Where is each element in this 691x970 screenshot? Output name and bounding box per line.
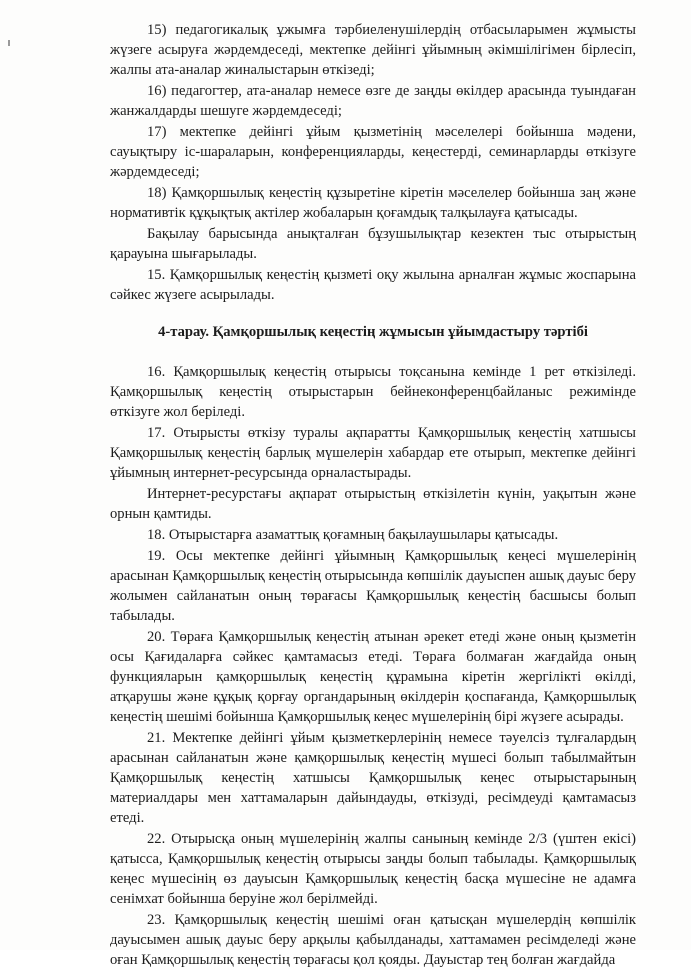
paragraph-item-18: 18) Қамқоршылық кеңестің құзыретіне кіретін мәселелер бойынша заң және нормативтік құқықтық актілер жобаларын қоғамдық талқылауға қатысады. [110, 185, 636, 221]
paragraph-clause-18: 18. Отырыстарға азаматтық қоғамның бақылаушылары қатысады. [147, 527, 559, 543]
paragraph-clause-22: 22. Отырысқа оның мүшелерінің жалпы санының кемінде 2/3 (үштен екісі) қатысса, Қамқоршылық кеңестің отырысы заңды болып табылады. Қамқоршылық кеңес мүшесінің өз дауысын Қамқоршылық кеңестің басқа мүшесіне не адамға сенімхат бойынша беруіне жол берілмейді. [110, 831, 636, 907]
paragraph-clause-19: 19. Осы мектепке дейінгі ұйымның Қамқоршылық кеңесі мүшелерінің арасынан Қамқоршылық кеңестің отырысында көпшілік дауыспен ашық дауыс беру жолымен сайланатын оның төрағасы Қамқоршылық кеңестің басшысы болып табылады. [110, 548, 636, 624]
section-heading: 4-тарау. Қамқоршылық кеңестің жұмысын ұйымдастыру тәртібі [158, 324, 588, 340]
paragraph-item-15: 15) педагогикалық ұжымға тәрбиеленушілердің отбасыларымен жұмысты жүзеге асыруға жәрдемдеседі, мектепке дейінгі ұйымның әкімшілігімен бірлесіп, жалпы ата-аналар жиналыстарын өткізеді; [110, 22, 636, 78]
scan-mark [8, 40, 10, 46]
paragraph-violations: Бақылау барысында анықталған бұзушылықтар кезектен тыс отырыстың қарауына шығарылады. [110, 226, 636, 262]
paragraph-clause-17: 17. Отырысты өткізу туралы ақпаратты Қамқоршылық кеңестің хатшысы Қамқоршылық кеңестің барлық мүшелерін хабардар ете отырып, мектепке дейінгі ұйымның интернет-ресурсында орналастырады. [110, 425, 636, 481]
paragraph-clause-20: 20. Төраға Қамқоршылық кеңестің атынан әрекет етеді және оның қызметін осы Қағидаларға сәйкес қамтамасыз етеді. Төраға болмаған жағдайда оның функцияларын қамқоршылық кеңестің құрамына кіретін жергілікті өкілді, атқарушы және құқық қорғау органдарының өкілдерін қоспағанда, Қамқоршылық кеңестің шешімі бойынша Қамқоршылық кеңес мүшелерінің бірі жүзеге асырады. [110, 629, 636, 725]
paragraph-clause-21: 21. Мектепке дейінгі ұйым қызметкерлерінің немесе тәуелсіз тұлғалардың арасынан сайланатын және қамқоршылық кеңестің мүшесі болып табылмайтын Қамқоршылық кеңестің хатшысы Қамқоршылық кеңес отырыстарының материалдары мен хаттамаларын дайындауды, өткізуді, ресімдеуді қамтамасыз етеді. [110, 730, 636, 826]
paragraph-item-16: 16) педагогтер, ата-аналар немесе өзге де заңды өкілдер арасында туындаған жанжалдарды шешуге жәрдемдеседі; [110, 83, 636, 119]
paragraph-clause-15: 15. Қамқоршылық кеңестің қызметі оқу жылына арналған жұмыс жоспарына сәйкес жүзеге асырылады. [110, 267, 636, 303]
paragraph-clause-16: 16. Қамқоршылық кеңестің отырысы тоқсанына кемінде 1 рет өткізіледі. Қамқоршылық кеңестің отырыстарын бейнеконференцбайланыс режимінде өткізуге жол беріледі. [110, 364, 636, 420]
paragraph-item-17: 17) мектепке дейінгі ұйым қызметінің мәселелері бойынша мәдени, сауықтыру іс-шараларын, конференцияларды, кеңестерді, семинарларды өткізуге жәрдемдеседі; [110, 124, 636, 180]
paragraph-clause-23: 23. Қамқоршылық кеңестің шешімі оған қатысқан мүшелердің көпшілік дауысымен ашық дауыс беру арқылы қабылданады, хаттамамен ресімделеді және оған Қамқоршылық кеңестің төрағасы қол қояды. Дауыстар тең болған жағдайда [110, 912, 636, 968]
paragraph-internet-info: Интернет-ресурстағы ақпарат отырыстың өткізілетін күнін, уақытын және орнын қамтиды. [110, 486, 636, 522]
